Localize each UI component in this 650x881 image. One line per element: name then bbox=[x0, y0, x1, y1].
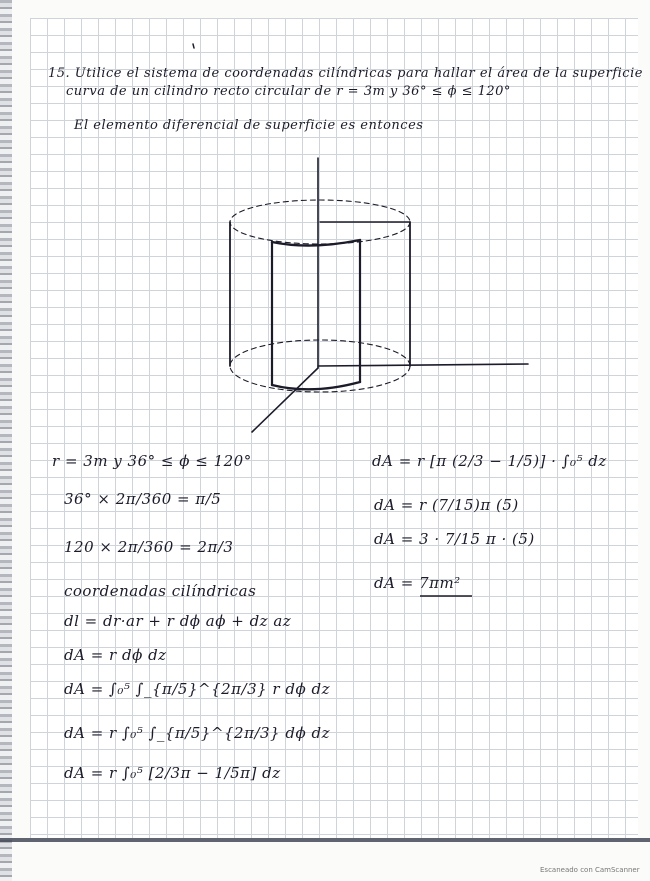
scanner-watermark: Escaneado con CamScanner bbox=[540, 866, 640, 874]
problem-line-1: 15. Utilice el sistema de coordenadas cilíndricas para hallar el área de la superficie bbox=[48, 66, 643, 81]
step-evaluate-phi: dA = r ∫₀⁵ [2/3π − 1/5π] dz bbox=[64, 764, 281, 782]
step-label-cylindrical: coordenadas cilíndricas bbox=[64, 582, 257, 600]
step-dA: dA = r dϕ dz bbox=[64, 646, 167, 664]
step-dl: dl = dr·ar + r dϕ aϕ + dz az bbox=[64, 612, 292, 630]
step-given: r = 3m y 36° ≤ ϕ ≤ 120° bbox=[52, 452, 252, 470]
step-right-3: dA = 3 · 7/15 π · (5) bbox=[374, 530, 535, 548]
step-integral-r: dA = r ∫₀⁵ ∫_{π/5}^{2π/3} dϕ dz bbox=[64, 724, 330, 742]
step-convert-36: 36° × 2π/360 = π/5 bbox=[64, 490, 222, 508]
problem-line-2: curva de un cilindro recto circular de r = 3m y 36° ≤ ϕ ≤ 120° bbox=[66, 84, 511, 99]
step-integral: dA = ∫₀⁵ ∫_{π/5}^{2π/3} r dϕ dz bbox=[64, 680, 330, 698]
step-right-1: dA = r [π (2/3 − 1/5)] · ∫₀⁵ dz bbox=[372, 452, 607, 470]
step-right-2: dA = r (7/15)π (5) bbox=[374, 496, 519, 514]
step-convert-120: 120 × 2π/360 = 2π/3 bbox=[64, 538, 234, 556]
problem-line-3: El elemento diferencial de superficie es entonces bbox=[74, 118, 424, 133]
step-result: dA = 7πm² bbox=[374, 574, 461, 592]
